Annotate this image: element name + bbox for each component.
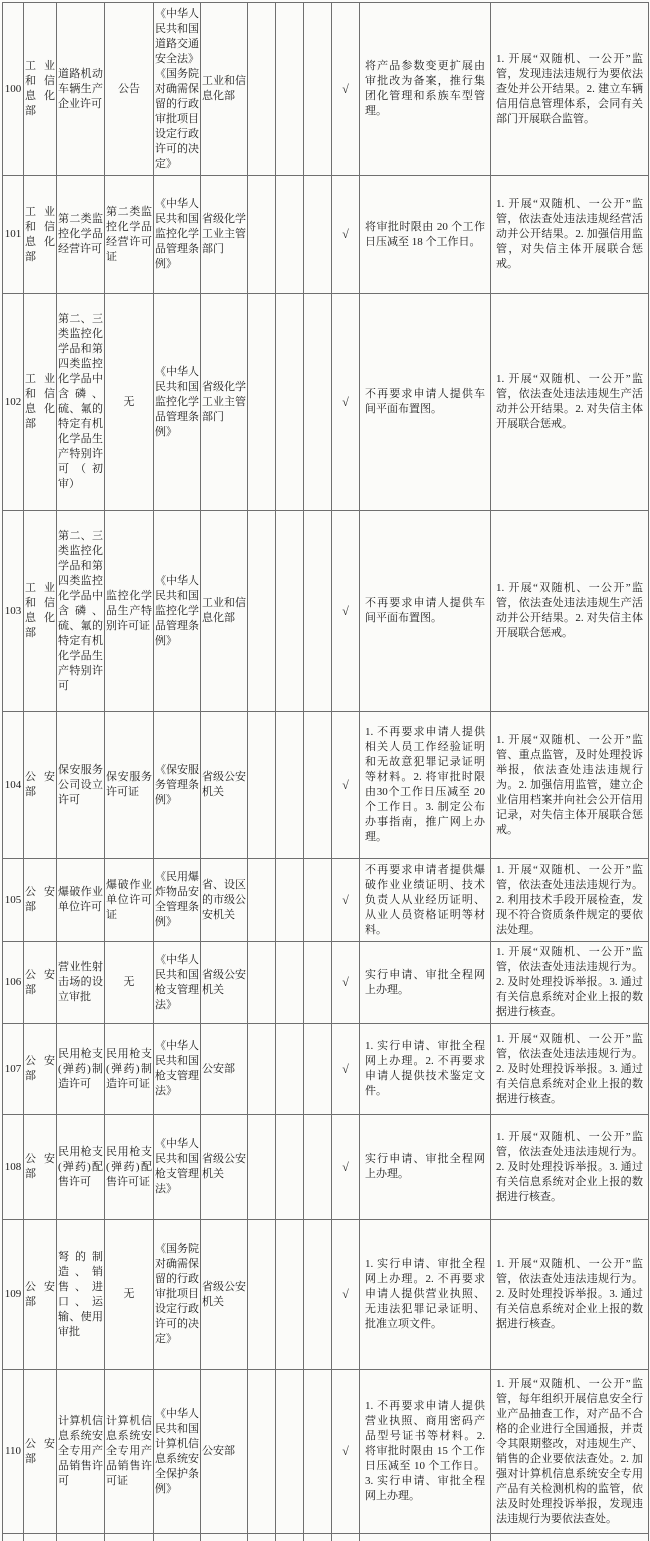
table-row [3, 1024, 649, 1115]
cell-approval-authority: 省级化学工业主管部门 [201, 176, 248, 294]
cell-approval-authority: 省级公安机关 [201, 1220, 248, 1370]
cell-reform-measures: 实行申请、审批全程网上办理。 [360, 942, 491, 1024]
cell-supervision-measures: 1. 开展“双随机、一公开”监管，依法查处违法违规经营活动并公开结果。2. 加强信用监管，对失信主体开展联合惩戒。 [491, 176, 649, 294]
cell-approval-department: 公安部 [24, 1220, 57, 1370]
cell-supervision-measures: 1. 开展“双随机、一公开”监管，发现违法违规行为要依法查处并公开结果。2. 建立车辆信用信息管理体系，会同有关部门开展联合监管。 [491, 3, 649, 176]
cell-reform-mode-1 [248, 1370, 276, 1534]
cell-row-number: 103 [3, 511, 24, 712]
cell-reform-mode-1 [248, 294, 276, 511]
cell-supervision-measures: 1. 开展“双随机、一公开”监管，依法查处违法违规行为。2. 及时处理投诉举报。3. 通过有关信息系统对企业上报的数据进行核查。 [491, 1024, 649, 1115]
cell-reform-mode-4-checkmark: √ [332, 712, 360, 859]
cell-reform-measures: 将产品参数变更扩展由审批改为备案，推行集团化管理和系族车型管理。 [360, 3, 491, 176]
cell-license-item-name: 民用枪支(弹药)制造许可 [57, 1024, 105, 1115]
cell-approval-authority: 公安部 [201, 1370, 248, 1534]
cell-row-number: 108 [3, 1115, 24, 1220]
cell-row-number: 109 [3, 1220, 24, 1370]
cell-reform-mode-2 [276, 3, 304, 176]
partial-row [3, 1534, 649, 1541]
cell-row-number: 104 [3, 712, 24, 859]
empty-cell [276, 1534, 304, 1541]
cell-reform-mode-4-checkmark: √ [332, 294, 360, 511]
cell-license-item-name: 营业性射击场的设立审批 [57, 942, 105, 1024]
cell-reform-mode-3 [304, 1220, 332, 1370]
cell-reform-mode-3 [304, 176, 332, 294]
table-row [3, 511, 649, 712]
cell-reform-mode-3 [304, 1024, 332, 1115]
empty-cell [491, 1534, 649, 1541]
cell-certificate-name: 计算机信息系统安全专用产品销售许可证 [105, 1370, 154, 1534]
cell-supervision-measures: 1. 开展“双随机、一公开”监管，依法查处违法违规生产活动并公开结果。2. 对失信主体开展联合惩戒。 [491, 511, 649, 712]
empty-cell [24, 1534, 57, 1541]
cell-approval-authority: 工业和信息化部 [201, 511, 248, 712]
cell-row-number: 106 [3, 942, 24, 1024]
cell-approval-department: 公安部 [24, 859, 57, 942]
cell-reform-mode-1 [248, 712, 276, 859]
cell-reform-mode-3 [304, 712, 332, 859]
cell-reform-mode-4-checkmark: √ [332, 176, 360, 294]
cell-legal-basis: 《中华人民共和国监控化学品管理条例》 [154, 176, 201, 294]
cell-approval-department: 公安部 [24, 1370, 57, 1534]
cell-certificate-name: 民用枪支(弹药)配售许可证 [105, 1115, 154, 1220]
cell-reform-measures: 1. 不再要求申请人提供营业执照、商用密码产品型号证书等材料。2. 将审批时限由 15 个工作日压减至 10 个工作日。3. 实行申请、审批全程网上办理。 [360, 1370, 491, 1534]
cell-approval-department: 工业和信息化部 [24, 176, 57, 294]
cell-reform-mode-3 [304, 1115, 332, 1220]
cell-approval-authority: 工业和信息化部 [201, 3, 248, 176]
cell-row-number: 107 [3, 1024, 24, 1115]
table-row [3, 3, 649, 176]
empty-cell [360, 1534, 491, 1541]
cell-approval-authority: 省、设区的市级公安机关 [201, 859, 248, 942]
cell-approval-department: 公安部 [24, 1024, 57, 1115]
cell-license-item-name: 爆破作业单位许可 [57, 859, 105, 942]
cell-license-item-name: 保安服务公司设立许可 [57, 712, 105, 859]
cell-certificate-name: 监控化学品生产特别许可证 [105, 511, 154, 712]
cell-legal-basis: 《中华人民共和国枪支管理法》 [154, 942, 201, 1024]
table-row [3, 294, 649, 511]
cell-reform-measures: 1. 实行申请、审批全程网上办理。2. 不再要求申请人提供营业执照、无违法犯罪记录证明、批准立项文件。 [360, 1220, 491, 1370]
cell-row-number: 102 [3, 294, 24, 511]
cell-reform-mode-4-checkmark: √ [332, 3, 360, 176]
cell-certificate-name: 民用枪支(弹药)制造许可证 [105, 1024, 154, 1115]
cell-reform-mode-4-checkmark: √ [332, 1370, 360, 1534]
cell-approval-department: 公安部 [24, 712, 57, 859]
cell-reform-mode-1 [248, 3, 276, 176]
cell-supervision-measures: 1. 开展“双随机、一公开”监管，依法查处违法违规行为。2. 利用技术手段开展检查，发现不符合资质条件规定的要依法处理。 [491, 859, 649, 942]
cell-reform-mode-2 [276, 176, 304, 294]
cell-certificate-name: 爆破作业单位许可证 [105, 859, 154, 942]
cell-approval-department: 公安部 [24, 1115, 57, 1220]
cell-reform-mode-2 [276, 1370, 304, 1534]
cell-license-item-name: 第二类监控化学品经营许可 [57, 176, 105, 294]
cell-reform-mode-2 [276, 942, 304, 1024]
cell-approval-authority: 省级公安机关 [201, 712, 248, 859]
cell-license-item-name: 弩的制造、销售、进口、运输、使用审批 [57, 1220, 105, 1370]
empty-cell [201, 1534, 248, 1541]
cell-reform-mode-2 [276, 712, 304, 859]
cell-reform-mode-3 [304, 294, 332, 511]
table-row [3, 1370, 649, 1534]
cell-reform-measures: 不再要求申请者提供爆破作业业绩证明、技术负责人从业经历证明、从业人员资格证明等材料。 [360, 859, 491, 942]
cell-reform-mode-2 [276, 1115, 304, 1220]
cell-reform-mode-4-checkmark: √ [332, 1115, 360, 1220]
cell-legal-basis: 《民用爆炸物品安全管理条例》 [154, 859, 201, 942]
cell-legal-basis: 《中华人民共和国枪支管理法》 [154, 1115, 201, 1220]
cell-license-item-name: 第二、三类监控化学品和第四类监控化学品中含磷、硫、氟的特定有机化学品生产特别许可（初审） [57, 294, 105, 511]
cell-legal-basis: 《中华人民共和国监控化学品管理条例》 [154, 294, 201, 511]
cell-reform-measures: 1. 不再要求申请人提供相关人员工作经验证明和无故意犯罪记录证明等材料。2. 将审批时限由30个工作日压减至 20 个工作日。3. 制定公布办事指南，推广网上办理。 [360, 712, 491, 859]
cell-reform-measures: 不再要求申请人提供车间平面布置图。 [360, 511, 491, 712]
empty-cell [154, 1534, 201, 1541]
cell-certificate-name: 无 [105, 942, 154, 1024]
cell-reform-mode-2 [276, 1024, 304, 1115]
table-row [3, 712, 649, 859]
cell-legal-basis: 《中华人民共和国道路交通安全法》《国务院对确需保留的行政审批项目设定行政许可的决定》 [154, 3, 201, 176]
cell-approval-authority: 省级公安机关 [201, 1115, 248, 1220]
cell-reform-mode-4-checkmark: √ [332, 859, 360, 942]
cell-reform-mode-2 [276, 294, 304, 511]
cell-reform-mode-4-checkmark: √ [332, 1220, 360, 1370]
cell-row-number: 105 [3, 859, 24, 942]
cell-reform-mode-3 [304, 859, 332, 942]
cell-reform-mode-3 [304, 3, 332, 176]
cell-certificate-name: 保安服务许可证 [105, 712, 154, 859]
cell-row-number: 110 [3, 1370, 24, 1534]
cell-reform-mode-2 [276, 511, 304, 712]
cell-reform-mode-1 [248, 1024, 276, 1115]
cell-reform-mode-4-checkmark: √ [332, 942, 360, 1024]
cell-reform-measures: 将审批时限由 20 个工作日压减至 18 个工作日。 [360, 176, 491, 294]
cell-approval-department: 工业和信息化部 [24, 511, 57, 712]
cell-supervision-measures: 1. 开展“双随机、一公开”监管，每年组织开展信息安全行业产品抽查工作，对产品不合格的企业进行全国通报，并责令其限期整改，对违规生产、销售的企业要依法查处。2. 加强对计算机信息系统安全专用产品有关检测机构的监管，依法及时处理投诉举报，发现违法违规行为要依法查处。 [491, 1370, 649, 1534]
cell-reform-mode-3 [304, 1370, 332, 1534]
cell-approval-authority: 省级化学工业主管部门 [201, 294, 248, 511]
cell-supervision-measures: 1. 开展“双随机、一公开”监管，依法查处违法违规行为。2. 及时处理投诉举报。3. 通过有关信息系统对企业上报的数据进行核查。 [491, 942, 649, 1024]
cell-legal-basis: 《保安服务管理条例》 [154, 712, 201, 859]
cell-reform-mode-3 [304, 511, 332, 712]
cell-reform-mode-1 [248, 1115, 276, 1220]
empty-cell [3, 1534, 24, 1541]
cell-approval-department: 工业和信息化部 [24, 294, 57, 511]
licensing-reform-table [2, 2, 649, 1541]
cell-reform-mode-4-checkmark: √ [332, 511, 360, 712]
cell-row-number: 100 [3, 3, 24, 176]
table-row [3, 1115, 649, 1220]
cell-reform-mode-1 [248, 1220, 276, 1370]
empty-cell [57, 1534, 105, 1541]
cell-row-number: 101 [3, 176, 24, 294]
cell-certificate-name: 无 [105, 1220, 154, 1370]
cell-supervision-measures: 1. 开展“双随机、一公开”监管，依法查处违法违规生产活动并公开结果。2. 对失信主体开展联合惩戒。 [491, 294, 649, 511]
cell-license-item-name: 道路机动车辆生产企业许可 [57, 3, 105, 176]
cell-supervision-measures: 1. 开展“双随机、一公开”监管，依法查处违法违规行为。2. 及时处理投诉举报。3. 通过有关信息系统对企业上报的数据进行核查。 [491, 1115, 649, 1220]
cell-approval-department: 公安部 [24, 942, 57, 1024]
cell-reform-mode-1 [248, 511, 276, 712]
table-row [3, 859, 649, 942]
cell-license-item-name: 计算机信息系统安全专用产品销售许可 [57, 1370, 105, 1534]
cell-supervision-measures: 1. 开展“双随机、一公开”监管，依法查处违法违规行为。2. 及时处理投诉举报。3. 通过有关信息系统对企业上报的数据进行核查。 [491, 1220, 649, 1370]
cell-reform-mode-3 [304, 942, 332, 1024]
cell-legal-basis: 《中华人民共和国枪支管理法》 [154, 1024, 201, 1115]
cell-approval-department: 工业和信息化部 [24, 3, 57, 176]
cell-legal-basis: 《国务院对确需保留的行政审批项目设定行政许可的决定》 [154, 1220, 201, 1370]
empty-cell [304, 1534, 332, 1541]
empty-cell [332, 1534, 360, 1541]
cell-approval-authority: 省级公安机关 [201, 942, 248, 1024]
table-body [3, 3, 649, 1534]
empty-cell [248, 1534, 276, 1541]
cell-reform-mode-1 [248, 942, 276, 1024]
empty-cell [105, 1534, 154, 1541]
table-row [3, 176, 649, 294]
table-partial-next-row [3, 1534, 649, 1541]
cell-supervision-measures: 1. 开展“双随机、一公开”监管、重点监管，及时处理投诉举报，依法查处违法违规行为。2. 加强信用监管，建立企业信用档案并向社会公开信用记录，对失信主体开展联合惩戒。 [491, 712, 649, 859]
table-row [3, 1220, 649, 1370]
cell-reform-measures: 1. 实行申请、审批全程网上办理。2. 不再要求申请人提供技术鉴定文件。 [360, 1024, 491, 1115]
cell-reform-mode-1 [248, 176, 276, 294]
cell-reform-mode-2 [276, 859, 304, 942]
cell-reform-mode-4-checkmark: √ [332, 1024, 360, 1115]
cell-reform-measures: 实行申请、审批全程网上办理。 [360, 1115, 491, 1220]
cell-reform-measures: 不再要求申请人提供车间平面布置图。 [360, 294, 491, 511]
cell-certificate-name: 第二类监控化学品经营许可证 [105, 176, 154, 294]
cell-reform-mode-1 [248, 859, 276, 942]
cell-license-item-name: 第二、三类监控化学品和第四类监控化学品中含磷、硫、氟的特定有机化学品生产特别许可 [57, 511, 105, 712]
cell-legal-basis: 《中华人民共和国监控化学品管理条例》 [154, 511, 201, 712]
table-row [3, 942, 649, 1024]
cell-certificate-name: 无 [105, 294, 154, 511]
cell-approval-authority: 公安部 [201, 1024, 248, 1115]
cell-reform-mode-2 [276, 1220, 304, 1370]
cell-license-item-name: 民用枪支(弹药)配售许可 [57, 1115, 105, 1220]
cell-certificate-name: 公告 [105, 3, 154, 176]
cell-legal-basis: 《中华人民共和国计算机信息系统安全保护条例》 [154, 1370, 201, 1534]
